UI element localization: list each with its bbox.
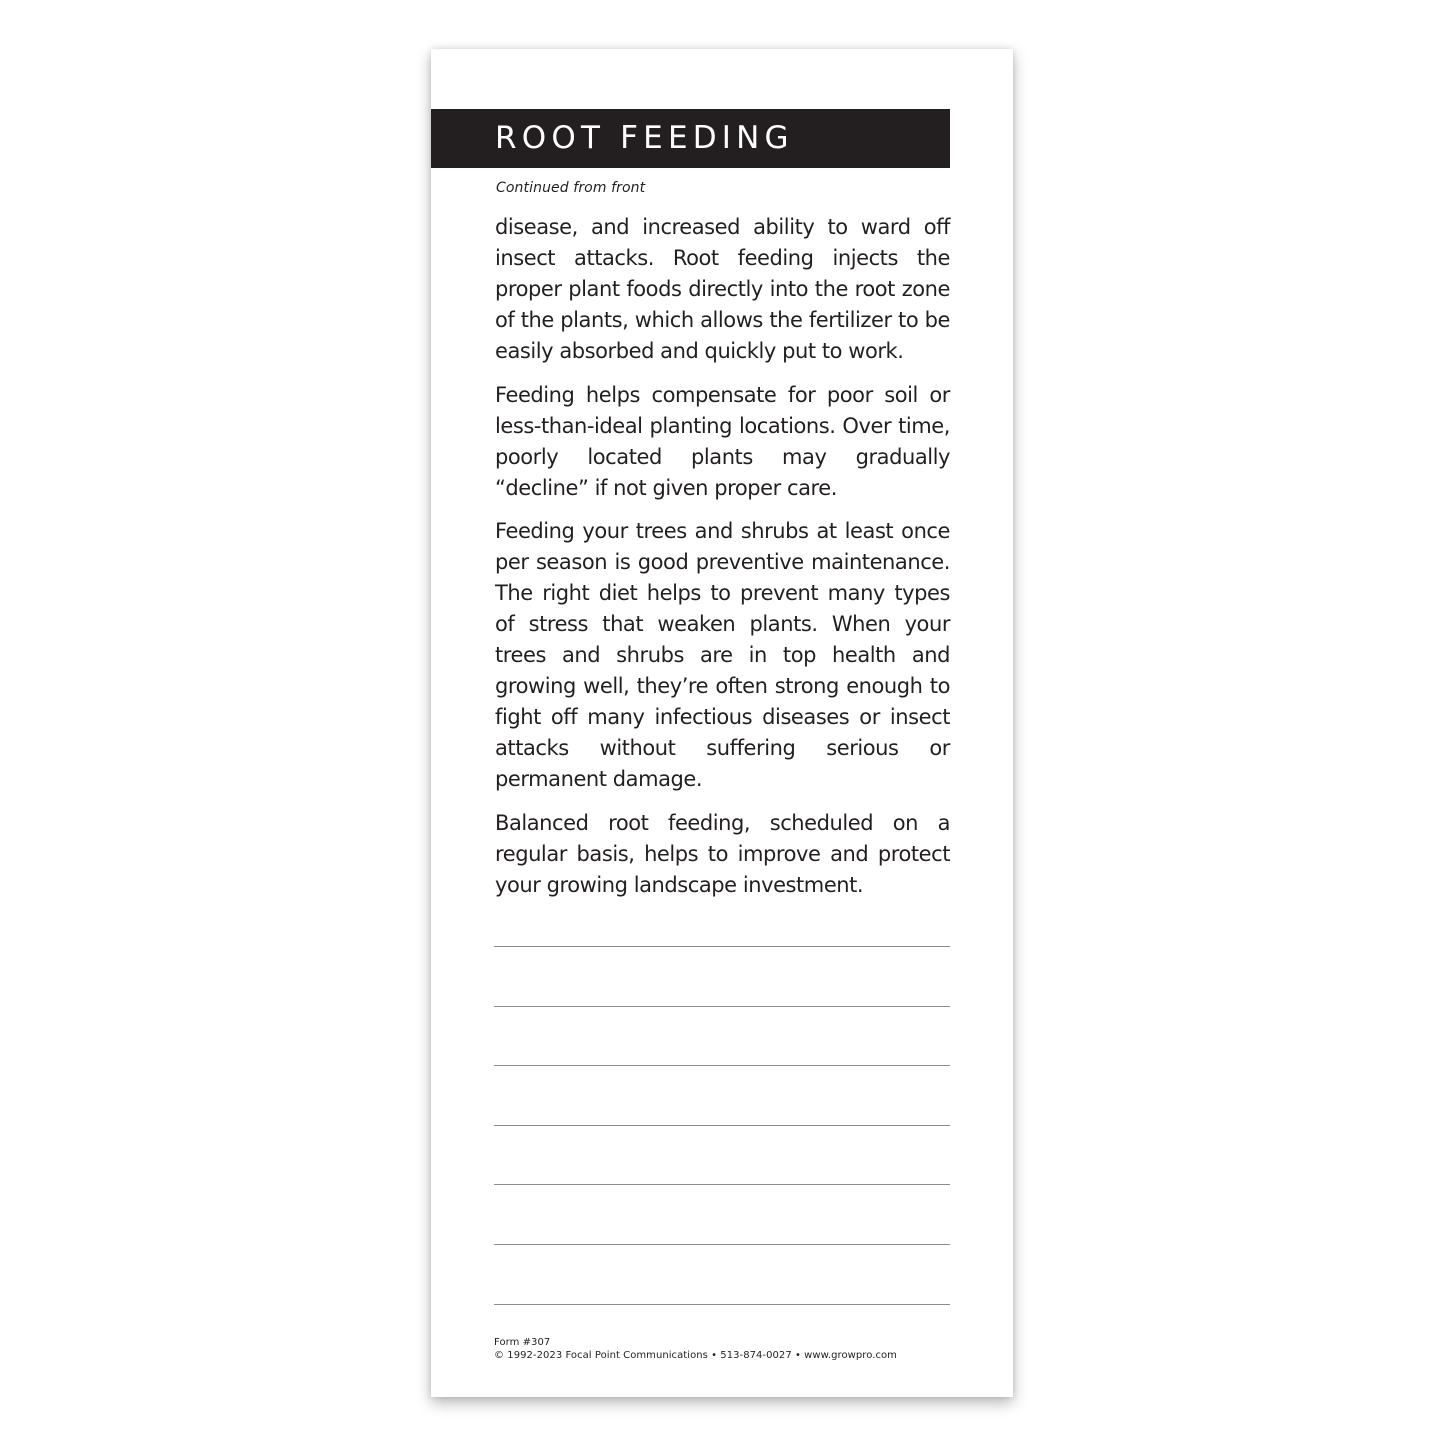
paragraph: Feeding your trees and shrubs at least once per season is good preventive maintenance. The right diet helps to prevent many types of stress that weaken plants. When your trees and shrubs are in top health and growing well, they’re often strong enough to fight off many infectious diseases or insect attacks without suffering serious or permanent damage. <box>495 519 950 791</box>
note-line <box>494 1007 950 1067</box>
body-text <box>495 212 950 913</box>
paragraph: disease, and increased ability to ward off insect attacks. Root feeding injects the proper plant foods directly into the root zone of the plants, which allows the fertilizer to be easily absorbed and quickly put to work. <box>495 215 950 363</box>
page-title: ROOT FEEDING <box>495 120 794 156</box>
note-line <box>494 1245 950 1305</box>
note-line <box>494 1066 950 1126</box>
footer <box>494 1336 897 1362</box>
copyright-line: © 1992-2023 Focal Point Communications • 513-874-0027 • www.growpro.com <box>494 1350 897 1361</box>
paragraph: Balanced root feeding, scheduled on a regular basis, helps to improve and protect your growing landscape investment. <box>495 810 950 897</box>
document-card <box>431 49 1013 1397</box>
form-number: Form #307 <box>494 1337 551 1348</box>
note-line <box>494 947 950 1007</box>
note-line <box>494 1185 950 1245</box>
paragraph: Feeding helps compensate for poor soil or less-than-ideal planting locations. Over time, poorly located plants may gradually “decline” if not given proper care. <box>495 382 950 500</box>
continued-note: Continued from front <box>496 180 646 196</box>
title-bar <box>431 109 950 168</box>
notes-lines <box>494 946 950 1305</box>
note-line <box>494 1126 950 1186</box>
